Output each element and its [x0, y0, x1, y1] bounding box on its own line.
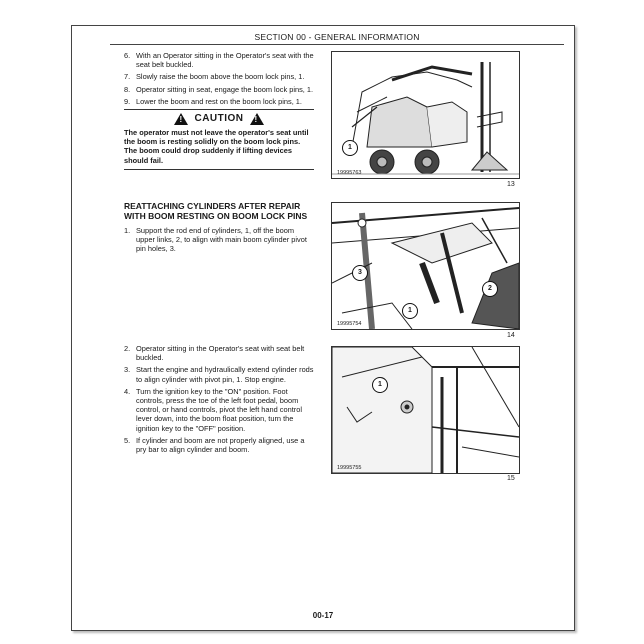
figure-number: 14: [507, 332, 515, 339]
steps-block-3: [124, 344, 314, 457]
page-number: 00-17: [312, 611, 334, 620]
callout-1: 1: [342, 140, 358, 156]
steps-block-1: [124, 51, 314, 170]
step-item: 9. Lower the boom and rest on the boom lock pins, 1.: [124, 96, 302, 106]
step-item: 8. Operator sitting in seat, engage the boom lock pins, 1.: [124, 84, 314, 94]
callout-1: 1: [402, 303, 418, 319]
step-item: 3. Start the engine and hydraulically extend cylinder rods to align cylinder with pivot pin, 1. Stop engine.: [124, 365, 314, 384]
caution-heading: [124, 109, 314, 125]
step-item: 6. With an Operator sitting in the Operator's seat with the seat belt buckled.: [124, 51, 314, 70]
callout-1: 1: [372, 377, 388, 393]
figure-pivot-pin: [331, 346, 520, 474]
manual-page: [71, 25, 575, 631]
caution-label: CAUTION: [194, 113, 244, 125]
caution-text: The operator must not leave the operator's seat until the boom is resting solidly on the boom lock pins. The boom could drop suddenly if lifting devices should fail.: [124, 128, 314, 170]
figure-cylinder-links: [331, 202, 520, 330]
figure-skid-steer-boom-raised: [331, 51, 520, 179]
callout-3: 3: [352, 265, 368, 281]
steps-block-2: [124, 201, 314, 257]
step-item: 7. Slowly raise the boom above the boom lock pins, 1.: [124, 72, 305, 82]
step-item: 4. Turn the ignition key to the "ON" position. Foot controls, press the toe of the left foot pedal, boom control, or hand controls, pivot the left hand control lever down, into the boom float position, turn the ignition key to the "OFF" position.: [124, 386, 302, 433]
callout-2: 2: [482, 281, 498, 297]
warning-triangle-icon: !: [250, 113, 264, 125]
figure-code: 19995763: [337, 170, 362, 176]
step-item: 1. Support the rod end of cylinders, 1, off the boom upper links, 2, to align with main boom cylinder pivot pin holes, 3.: [124, 226, 307, 254]
figure-code: 19995754: [337, 321, 362, 327]
figure-code: 19995755: [337, 465, 362, 471]
figure-number: 13: [507, 181, 515, 188]
step-item: 5. If cylinder and boom are not properly aligned, use a pry bar to align cylinder and boom.: [124, 435, 305, 455]
section-title: REATTACHING CYLINDERS AFTER REPAIR WITH BOOM RESTING ON BOOM LOCK PINS: [124, 201, 308, 221]
section-header: SECTION 00 - GENERAL INFORMATION: [110, 30, 564, 45]
figure-number: 15: [507, 475, 515, 482]
warning-triangle-icon: !: [174, 113, 188, 125]
step-item: 2. Operator sitting in the Operator's seat with seat belt buckled.: [124, 344, 305, 363]
